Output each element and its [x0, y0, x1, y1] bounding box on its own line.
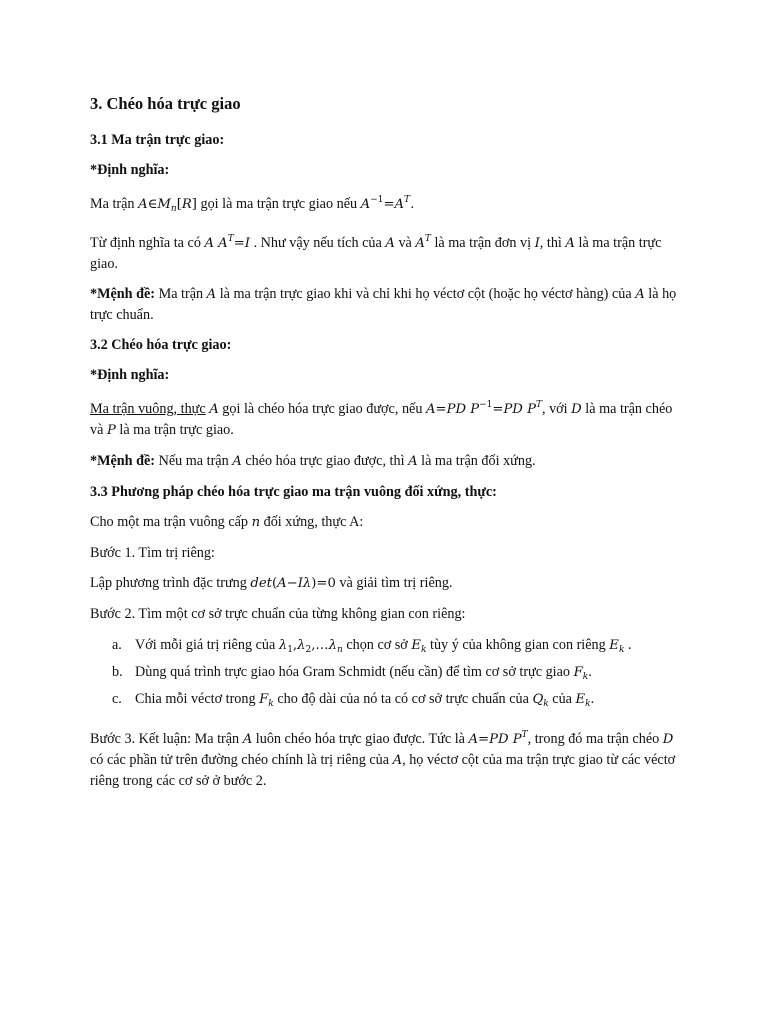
subsection-3-1-title: 3.1 Ma trận trực giao:: [90, 132, 225, 148]
definition-label: *Định nghĩa:: [90, 162, 170, 178]
orthogonal-matrix-definition: Ma trận $A\in M_n[R]$ gọi là ma trận trực giao nếu $A^{-1}=A^T$.: [90, 195, 415, 214]
list-item: c. Chia mỗi véctơ trong $F_k$ cho độ dài của nó ta có cơ sở trực chuẩn của $Q_k$ của $E_k$.: [112, 691, 595, 709]
step-2-list: [90, 634, 682, 715]
orthogonal-matrix-proposition: *Mệnh đề: Ma trận A là ma trận trực giao khi và chỉ khi họ véctơ cột (hoặc họ véctơ hàng) của A là họ trực chuẩn.: [90, 286, 677, 323]
formula-inverse-transpose: A: [360, 197, 371, 212]
document-content: [90, 92, 682, 801]
step-2-title: Bước 2. Tìm một cơ sở trực chuẩn của từng không gian con riêng:: [90, 606, 466, 622]
definition-label: *Định nghĩa:: [90, 367, 170, 383]
subsection-3-3-title: 3.3 Phương pháp chéo hóa trực giao ma trận vuông đối xứng, thực:: [90, 484, 497, 500]
symmetric-proposition: *Mệnh đề: Nếu ma trận A chéo hóa trực giao được, thì A là ma trận đối xứng.: [90, 453, 536, 469]
step-1-title: Bước 1. Tìm trị riêng:: [90, 545, 215, 561]
list-item: b. Dùng quá trình trực giao hóa Gram Schmidt (nếu cần) để tìm cơ sở trực giao $F_k$.: [112, 664, 592, 682]
list-item: a. Với mỗi giá trị riêng của $\lambda_1,\lambda_2,\dots\lambda_n$ chọn cơ sở $E_k$ tùy ý của không gian con riêng $E_k$ .: [112, 637, 632, 655]
section-heading: 3. Chéo hóa trực giao: [90, 94, 241, 113]
orthogonal-diagonalization-definition: Ma trận vuông, thực A gọi là chéo hóa trực giao được, nếu A=PD $P^{-1}=PD$ $P^T$, với D là ma trận chéo và P là ma trận trực giao.: [90, 400, 673, 438]
formula-a-in-mn: A: [138, 197, 148, 212]
step-1-description: Lập phương trình đặc trưng det(A−Iλ)=0 và giải tìm trị riêng.: [90, 575, 453, 591]
definition-consequence: Từ định nghĩa ta có A $A^T=I$ . Như vậy nếu tích của A và $A^T$ là ma trận đơn vị I, thì A là ma trận trực giao.: [90, 234, 662, 272]
step-3-conclusion: Bước 3. Kết luận: Ma trận A luôn chéo hóa trực giao được. Tức là A=PD $P^T$, trong đó ma trận chéo D có các phần tử trên đường chéo chính là trị riêng của A, họ véctơ cột của ma trận trực giao từ các véctơ riêng trong các cơ sở ở bước 2.: [90, 730, 676, 789]
method-intro: Cho một ma trận vuông cấp n đối xứng, thực A:: [90, 514, 364, 530]
subsection-3-2-title: 3.2 Chéo hóa trực giao:: [90, 337, 232, 353]
